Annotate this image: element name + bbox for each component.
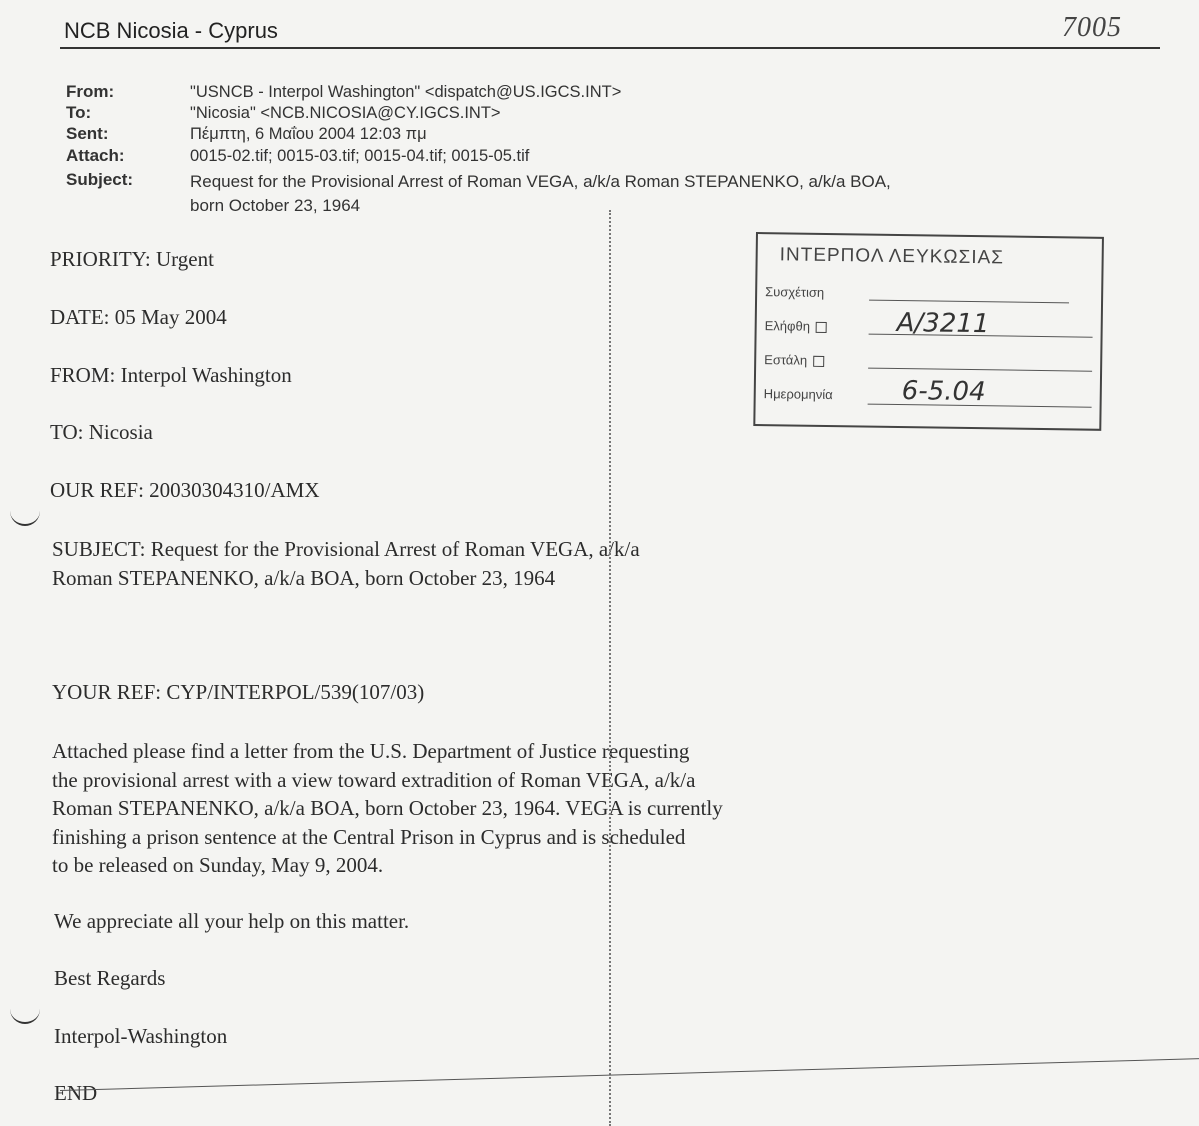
checkbox-icon	[813, 356, 824, 367]
subject-label: Subject:	[66, 170, 134, 189]
to-line: TO: Nicosia	[50, 420, 153, 444]
margin-mark	[10, 508, 40, 526]
stamp-row4-label: Ημερομηνία	[763, 386, 833, 403]
interpol-stamp	[753, 232, 1104, 431]
stamp-line-3	[868, 368, 1092, 372]
checkbox-icon	[816, 322, 827, 333]
subject-value-line2: born October 23, 1964	[190, 196, 361, 215]
stamp-row-correlation	[765, 284, 824, 300]
regards-line: Best Regards	[54, 966, 166, 990]
page-edge-line	[60, 1057, 1199, 1091]
stamp-row-sent	[764, 352, 824, 368]
paragraph-line: Roman STEPANENKO, a/k/a BOA, born October 23, 1964. VEGA is currently	[52, 796, 723, 820]
appreciation-line: We appreciate all your help on this matter.	[54, 909, 410, 933]
sent-label: Sent:	[66, 124, 109, 143]
header-rule	[60, 47, 1160, 49]
paragraph-line: to be released on Sunday, May 9, 2004.	[52, 853, 384, 877]
to-value: "Nicosia" <NCB.NICOSIA@CY.IGCS.INT>	[190, 104, 501, 122]
date-line: DATE: 05 May 2004	[50, 305, 227, 329]
margin-mark	[10, 1006, 40, 1024]
subject-value-line1: Request for the Provisional Arrest of Roman VEGA, a/k/a Roman STEPANENKO, a/k/a BOA,	[190, 172, 891, 191]
paragraph-line: finishing a prison sentence at the Central Prison in Cyprus and is scheduled	[52, 824, 686, 849]
subject-line-1: SUBJECT: Request for the Provisional Arrest of Roman VEGA, a/k/a	[52, 537, 640, 561]
stamp-row2-label: Ελήφθη	[764, 318, 811, 334]
handwritten-number: 7005	[1062, 12, 1122, 43]
body-paragraph	[52, 737, 723, 880]
stamp-row-date	[764, 386, 833, 402]
stamp-row-received	[765, 318, 828, 334]
stamp-row3-label: Εστάλη	[764, 352, 808, 368]
from-label: From:	[66, 82, 115, 101]
priority-line: PRIORITY: Urgent	[50, 247, 214, 271]
stamp-title: ΙΝΤΕΡΠΟΛ ΛΕΥΚΩΣΙΑΣ	[779, 244, 1005, 269]
paragraph-line: Attached please find a letter from the U.S. Department of Justice requesting	[52, 739, 690, 763]
attach-label: Attach:	[66, 146, 125, 165]
your-ref-line: YOUR REF: CYP/INTERPOL/539(107/03)	[52, 680, 425, 704]
from-value: "USNCB - Interpol Washington" <dispatch@US.IGCS.INT>	[190, 83, 622, 101]
sent-value: Πέμπτη, 6 Μαΐου 2004 12:03 πμ	[190, 125, 427, 143]
paragraph-line: the provisional arrest with a view toward extradition of Roman VEGA, a/k/a	[52, 767, 696, 792]
from-line: FROM: Interpol Washington	[50, 363, 292, 387]
signature-line: Interpol-Washington	[54, 1024, 228, 1048]
stamp-line-1	[869, 300, 1069, 304]
stamp-row1-label: Συσχέτιση	[765, 284, 825, 300]
stamp-received-value: A/3211	[896, 307, 990, 340]
stamp-date-value: 6-5.04	[901, 376, 986, 408]
fold-crease	[609, 210, 611, 1126]
document-title: NCB Nicosia - Cyprus	[64, 18, 278, 43]
end-line: END	[54, 1081, 98, 1105]
our-ref-line: OUR REF: 20030304310/AMX	[50, 478, 320, 502]
attach-value: 0015-02.tif; 0015-03.tif; 0015-04.tif; 0015-05.tif	[190, 147, 530, 165]
subject-line-2: Roman STEPANENKO, a/k/a BOA, born October 23, 1964	[52, 566, 556, 590]
to-label: To:	[66, 103, 92, 122]
